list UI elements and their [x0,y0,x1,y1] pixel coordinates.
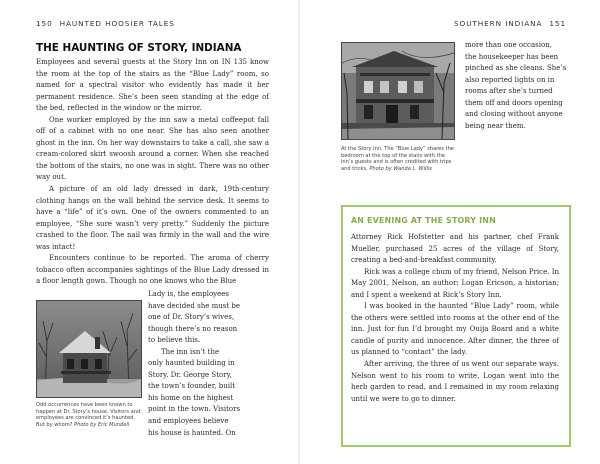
wrap-line: his house is haunted. On [148,428,236,437]
wrap-line: The inn isn’t the [161,347,220,356]
left-page-number: 150 [36,19,53,28]
article-body [36,57,269,288]
continued-text-column [465,40,569,132]
article-paragraph-1: Employees and several guests at the Story Inn on IN 135 know the room at the top of the stairs as the “Blue Lady” room, so named for a spectral visitor who evidently has made it her permanent residence. She’s been seen standing at the edge of the bed, reflected in the window or the mirror. [36,58,269,113]
right-page-number: 151 [549,19,566,28]
sidebar-body [351,232,559,405]
article-paragraph-3: A picture of an old lady dressed in dark, 19th-century clothing hangs on the wall behind the service desk. It seems to have a “life” of it’s own. One of the owners commented to an employee, “She sure wasn’t very pretty.” Suddenly the picture crashed to the floor. The nail was firmly in the wall and the wire was intact! [36,185,269,251]
sidebar-paragraph-1: Attorney Rick Hofstetter and his partner, chef Frank Mueller, purchased 25 acres of the village of Story, creating a bed-and-breakfast community. [351,233,559,265]
continued-line: more than one occasion, [465,41,552,49]
story-house-illustration [37,301,141,397]
right-running-head-title: SOUTHERN INDIANA [454,19,543,28]
continued-line: them off and doors opening [465,98,563,107]
right-photo-caption [341,146,457,173]
left-photo-caption-text: Odd occurrences have been known to happen at Dr. Story’s house. Visitors and employees are convinced it’s haunted. But by whom? [36,402,141,429]
wrapped-text-column [148,289,269,439]
wrap-line: his home on the highest [148,393,234,402]
story-house-photo [36,300,142,398]
left-running-head-title: HAUNTED HOOSIER TALES [59,19,175,28]
article-title: THE HAUNTING OF STORY, INDIANA [36,42,242,54]
left-photo-caption [36,402,142,429]
sidebar-title: AN EVENING AT THE STORY INN [351,216,496,225]
continued-line: also reported lights on in [465,75,555,84]
right-running-head [454,19,566,28]
sidebar-paragraph-2: Rick was a college chum of my friend, Nelson Price. In May 2001, Nelson, an author; Logan Ericson, a historian; and I spent a weekend at Rick’s Story Inn. [351,267,559,299]
sidebar-paragraph-4: After arriving, the three of us went our separate ways. Nelson went to his room to write, Logan went into the herb garden to read, and I remained in my room relaxing until we were to go to dinner. [351,360,559,403]
wrap-line: have decided she must be [148,301,240,310]
wrap-line: though there’s no reason [148,324,238,333]
wrap-line: Lady is, the employees [148,290,229,298]
wrap-line: only haunted building in [148,359,235,368]
left-running-head [36,19,175,28]
story-inn-photo [341,42,455,140]
wrap-line: Story. Dr. George Story, [148,370,232,379]
left-photo-credit: Photo by Eric Mundell [74,422,130,429]
wrap-line: the town’s founder, built [148,382,236,391]
article-paragraph-4: Encounters continue to be reported. The aroma of cherry tobacco often accompanies sightings of the Blue Lady dressed in a floor length gown. Though no one knows who the Blue [36,254,269,286]
sidebar-paragraph-3: I was booked in the haunted “Blue Lady” room, while the others were settled into rooms at the other end of the inn. Just for fun I’d brought my Ouija Board and a white candle of purity and innocence. After dinner, the three of us planned to “contact” the lady. [351,302,559,357]
article-paragraph-2: One worker employed by the inn saw a metal coffeepot fall off of a cabinet with no one near. She has also seen another ghost in the inn. On her way downstairs to take a call, she saw a cream-colored skirt swoosh around a corner. When she reached the bottom of the stairs, no one was in sight. There was no other way out. [36,115,269,182]
sidebar-box [341,205,571,447]
wrap-line: one of Dr. Story’s wives, [148,313,235,322]
continued-line: rooms after she’s turned [465,87,553,96]
wrap-line: point in the town. Visitors [148,405,241,414]
continued-line: pinched as she cleans. She’s [465,64,567,73]
story-inn-illustration [342,43,454,139]
wrap-line: to believe this. [148,336,201,345]
continued-line: and closing without anyone [465,110,563,119]
right-photo-caption-text: At the Story Inn, The “Blue Lady” shares the bedroom at the top of the stairs with the inn’s guests and is often credited with trips and tricks. [341,146,454,173]
right-photo-credit: Photo by Wanda L. Willis [369,166,432,173]
continued-line: the housekeeper has been [465,52,559,61]
wrap-line: and employees believe [148,417,229,426]
continued-line: being near them. [465,121,526,130]
